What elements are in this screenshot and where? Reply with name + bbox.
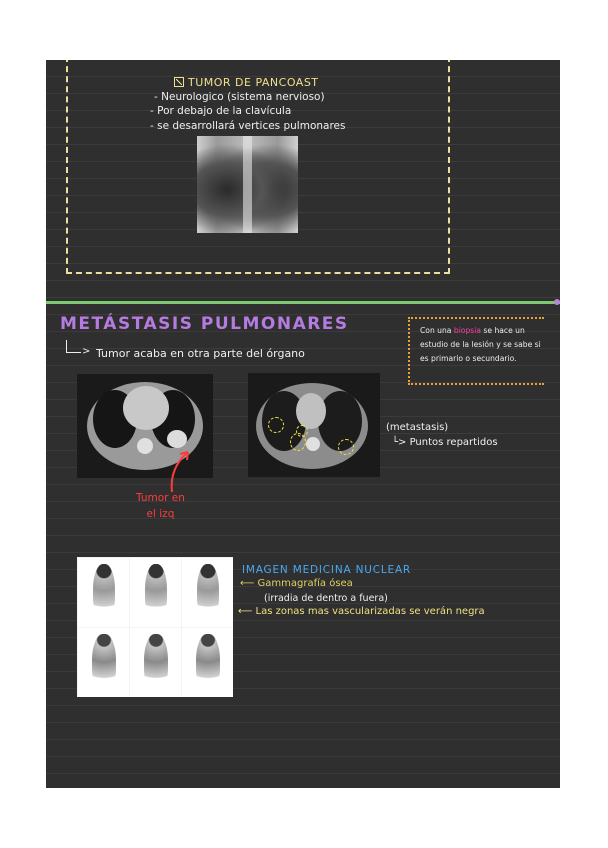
arrow-left-icon: ⟵ [240,578,258,589]
nuclear-item-2: (irradia de dentro a fuera) [264,593,388,604]
red-caption: Tumor en el izq [136,492,185,520]
nuclear-medicine-scan-grid [77,557,233,697]
nuclear-item-3: ⟵ Las zonas mas vascularizadas se verán negra [238,606,485,617]
arrow-bracket-icon-small: └> [392,437,410,448]
divider-dot [554,299,560,305]
metastasis-annotation: (metastasis) └> Puntos repartidos [386,422,498,448]
pancoast-item-1: - Neurologico (sistema nervioso) [154,91,325,103]
arrow-bracket-icon [66,340,81,353]
arrow-left-icon: ⟵ [238,606,256,617]
chest-xray-image [197,136,298,233]
biopsy-highlight: biopsia [453,326,481,335]
checkbox-icon [174,77,184,87]
biopsy-note-text: Con una biopsia se hace un estudio de la lesión y se sabe si es primario o secundario. [420,326,541,363]
notebook-page [46,60,560,788]
section-divider [46,301,560,304]
metastasis-title: METÁSTASIS PULMONARES [60,314,349,334]
ct-scan-image-right [248,373,380,477]
nuclear-item-1: ⟵ Gammagrafía ósea [240,578,353,589]
pancoast-title: TUMOR DE PANCOAST [174,76,319,89]
pancoast-item-3: - se desarrollará vertices pulmonares [150,120,346,132]
red-arrow-icon [166,448,196,494]
pancoast-item-2: - Por debajo de la clavícula [150,105,292,117]
nuclear-medicine-title: IMAGEN MEDICINA NUCLEAR [242,564,412,576]
biopsy-note [408,317,544,385]
arrow-right-icon: > [82,346,91,357]
metastasis-subtitle: Tumor acaba en otra parte del órgano [96,347,305,360]
